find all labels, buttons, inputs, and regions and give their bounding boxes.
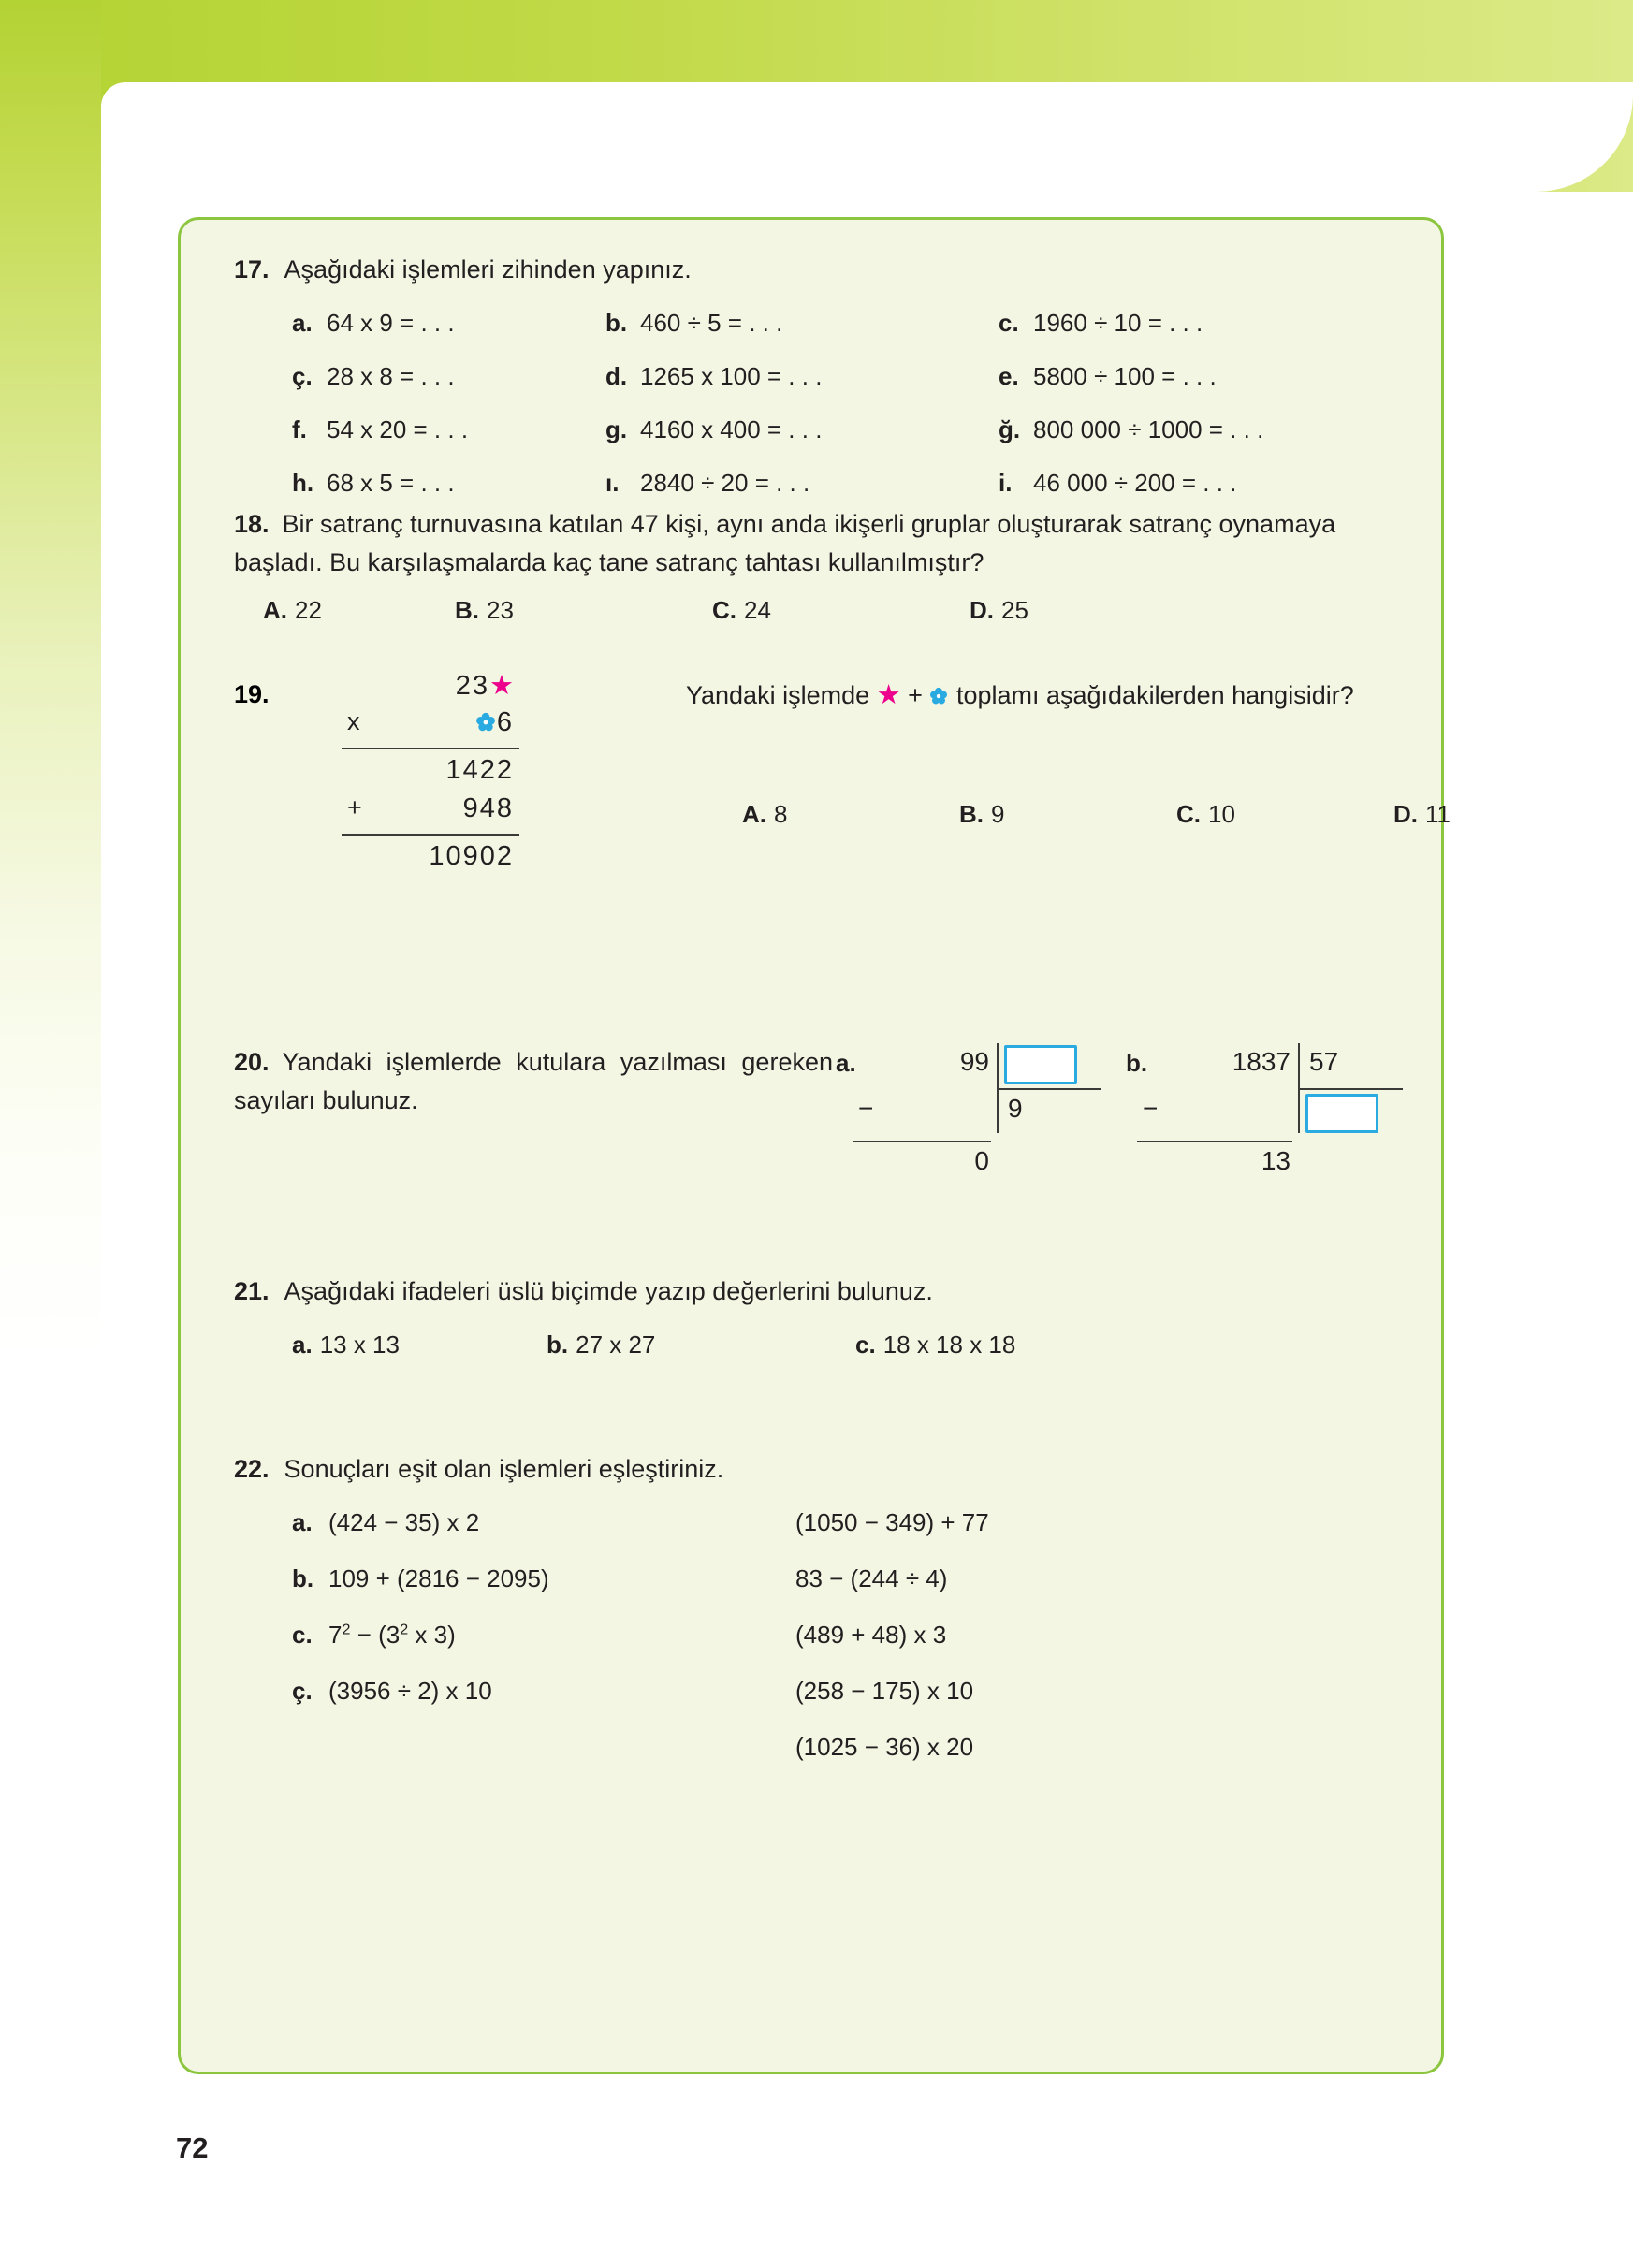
- q19-option-d-value: 11: [1425, 800, 1451, 828]
- q19-total: 10902: [429, 841, 514, 871]
- question-22-number: 22.: [234, 1455, 270, 1483]
- q20-division-b-label: b.: [1126, 1049, 1148, 1077]
- q22-left-item-b[interactable]: [292, 1564, 549, 1621]
- q18-option-c[interactable]: [712, 596, 970, 625]
- q19-calc-row-multiplier: [342, 707, 519, 746]
- q18-option-c-value: 24: [744, 596, 771, 624]
- question-17-heading: [234, 255, 1413, 284]
- q20-division-b-quotient-box[interactable]: [1305, 1094, 1378, 1133]
- q22-right-item-1[interactable]: [795, 1508, 989, 1564]
- q17-item-f-expr: 54 x 20 = . . .: [327, 415, 469, 443]
- q20-division-b-vbar-lower: [1298, 1088, 1300, 1133]
- q22-left-item-c-label: c.: [292, 1621, 313, 1649]
- q20-division-b-dividend: 1837: [1232, 1047, 1290, 1076]
- q22-right-item-2-expr: 83 − (244 ÷ 4): [795, 1564, 948, 1592]
- question-17-items: [292, 309, 1413, 498]
- q20-division-b-sum-rule: [1137, 1141, 1292, 1142]
- q17-item-h: [292, 469, 605, 498]
- q22-left-item-c[interactable]: [292, 1621, 549, 1677]
- q21-item-b-label: b.: [547, 1330, 569, 1359]
- question-17-number: 17.: [234, 255, 270, 284]
- q21-item-a-label: a.: [292, 1330, 313, 1359]
- q18-option-b-label: B.: [455, 596, 479, 624]
- page-left-decoration: [0, 0, 101, 2268]
- star-icon: ★: [489, 671, 514, 701]
- question-19-prompt: [686, 678, 1354, 712]
- q19-option-d[interactable]: [1393, 800, 1571, 829]
- question-22: [234, 1455, 1441, 1770]
- q17-item-i-label: i.: [999, 469, 1013, 497]
- question-22-left-column: [292, 1508, 549, 1733]
- question-21-heading: [234, 1277, 1413, 1306]
- question-20-number: 20.: [234, 1048, 270, 1076]
- q18-option-c-label: C.: [712, 596, 736, 624]
- q19-option-c[interactable]: [1176, 800, 1393, 829]
- q19-option-a-label: A.: [742, 800, 766, 828]
- q17-item-e-label: e.: [999, 362, 1019, 390]
- q17-item-ch-label: ç.: [292, 362, 313, 390]
- q18-option-d-value: 25: [1001, 596, 1028, 624]
- q18-option-d[interactable]: [970, 596, 1213, 625]
- q18-option-b-value: 23: [487, 596, 514, 624]
- q22-right-item-3-expr: (489 + 48) x 3: [795, 1621, 947, 1649]
- q18-option-a-label: A.: [263, 596, 287, 624]
- question-22-heading: [234, 1455, 1441, 1484]
- q22-left-item-b-expr: 109 + (2816 − 2095): [328, 1564, 549, 1592]
- q18-option-a-value: 22: [295, 596, 322, 624]
- page-number: 72: [176, 2131, 209, 2164]
- q21-item-a: [292, 1330, 547, 1359]
- q19-option-b-value: 9: [991, 800, 1005, 828]
- q21-item-c-label: c.: [855, 1330, 876, 1359]
- q20-division-b-vbar: [1298, 1043, 1300, 1088]
- q19-option-d-label: D.: [1393, 800, 1418, 828]
- q17-item-a: [292, 309, 605, 338]
- q20-division-a-remainder: 0: [974, 1146, 989, 1175]
- q17-item-gh-expr: 800 000 ÷ 1000 = . . .: [1033, 415, 1264, 443]
- q17-item-d-label: d.: [605, 362, 628, 390]
- question-18-text-block: [181, 505, 1447, 581]
- flower-icon-inline: [929, 683, 948, 712]
- q22-right-item-3[interactable]: [795, 1621, 989, 1677]
- q19-calc-row-multiplicand: [342, 669, 519, 707]
- q17-item-d-expr: 1265 x 100 = . . .: [640, 362, 823, 390]
- question-19: [181, 669, 1451, 950]
- question-18: [181, 505, 1447, 625]
- q22-left-item-ch-expr: (3956 ÷ 2) x 10: [328, 1677, 492, 1705]
- flower-icon: [475, 709, 496, 740]
- q17-item-a-label: a.: [292, 309, 313, 337]
- q17-item-d: [605, 362, 999, 391]
- q19-calc-row-partial-2: [342, 793, 519, 832]
- q19-rule-1: [342, 748, 519, 749]
- question-20-text: Yandaki işlemlerde kutulara yazılması gereken sayıları bulunuz.: [234, 1048, 833, 1114]
- q19-add-operator: +: [347, 793, 362, 821]
- question-17: [234, 255, 1413, 498]
- q22-right-item-5[interactable]: [795, 1733, 989, 1789]
- q17-item-f: [292, 415, 605, 444]
- q19-option-c-value: 10: [1208, 800, 1235, 828]
- question-19-number: 19.: [234, 680, 270, 708]
- q20-division-b-divisor: 57: [1309, 1047, 1339, 1076]
- q17-item-ch: [292, 362, 605, 391]
- q17-item-i-dotless-label: ı.: [605, 469, 620, 497]
- q20-division-a-quotient: 9: [1008, 1094, 1023, 1123]
- q19-partial-2: 948: [462, 793, 514, 823]
- question-18-number: 18.: [234, 510, 270, 538]
- q22-left-item-c-expr: $7^2 - (3^2$ x 3): [328, 1621, 456, 1649]
- q17-item-h-expr: 68 x 5 = . . .: [327, 469, 455, 497]
- q22-left-item-ch[interactable]: [292, 1677, 549, 1733]
- q17-item-ch-expr: 28 x 8 = . . .: [327, 362, 455, 390]
- q20-division-b-minus: −: [1143, 1094, 1159, 1123]
- q17-item-e: [999, 362, 1392, 391]
- q17-item-i-dotless: [605, 469, 999, 498]
- q20-division-a-label: a.: [836, 1049, 856, 1077]
- q22-right-item-1-expr: (1050 − 349) + 77: [795, 1508, 989, 1536]
- q17-item-i-expr: 46 000 ÷ 200 = . . .: [1033, 469, 1237, 497]
- q20-division-b-remainder: 13: [1261, 1146, 1290, 1175]
- q22-right-item-5-expr: (1025 − 36) x 20: [795, 1733, 974, 1761]
- q21-item-a-expr: 13 x 13: [319, 1330, 400, 1359]
- question-20-division-a: [836, 1043, 1098, 1212]
- q17-item-gh: [999, 415, 1392, 444]
- q19-partial-1: 1422: [445, 755, 514, 785]
- q20-division-a-sum-rule: [853, 1141, 991, 1142]
- q22-right-item-2[interactable]: [795, 1564, 989, 1621]
- question-21-prompt: Aşağıdaki ifadeleri üslü biçimde yazıp değerlerini bulunuz.: [284, 1277, 933, 1305]
- q18-option-b[interactable]: [455, 596, 712, 625]
- q19-option-b[interactable]: [959, 800, 1176, 829]
- q17-item-g-label: g.: [605, 415, 628, 443]
- question-20: [181, 1043, 1447, 1230]
- q19-calc-row-partial-1: [342, 755, 519, 793]
- question-18-text: Bir satranç turnuvasına katılan 47 kişi, aynı anda ikişerli gruplar oluşturarak satranç oynamaya başladı. Bu karşılaşmalarda kaç tane satranç tahtası kullanılmıştır?: [234, 510, 1336, 576]
- q22-left-item-a[interactable]: [292, 1508, 549, 1564]
- q17-item-f-label: f.: [292, 415, 307, 443]
- q19-option-a-value: 8: [774, 800, 788, 828]
- question-21-number: 21.: [234, 1277, 270, 1305]
- q19-calc-row-total: [342, 841, 519, 880]
- q17-item-g: [605, 415, 999, 444]
- q19-prompt-before: Yandaki işlemde: [686, 681, 870, 709]
- q19-option-a[interactable]: [742, 800, 959, 829]
- question-21: [234, 1277, 1413, 1359]
- q17-item-c: [999, 309, 1392, 338]
- q17-item-b-expr: 460 ÷ 5 = . . .: [640, 309, 783, 337]
- question-20-text-block: [234, 1043, 833, 1119]
- q22-left-item-ch-label: ç.: [292, 1677, 313, 1705]
- question-18-options: [263, 596, 1447, 625]
- question-19-options: [742, 800, 1571, 829]
- q22-left-item-b-label: b.: [292, 1564, 314, 1592]
- q17-item-i: [999, 469, 1392, 498]
- q17-item-h-label: h.: [292, 469, 314, 497]
- q17-item-c-label: c.: [999, 309, 1019, 337]
- q21-item-c: [855, 1330, 1192, 1359]
- q19-rule-2: [342, 834, 519, 836]
- q19-multiplicand: 23: [455, 671, 489, 701]
- question-22-right-column: [795, 1508, 989, 1789]
- q18-option-d-label: D.: [970, 596, 994, 624]
- q19-multiply-operator: x: [347, 707, 360, 735]
- q20-division-b-hbar: [1298, 1088, 1403, 1090]
- q19-multiplier: 6: [496, 707, 514, 737]
- q19-prompt-plus: +: [908, 681, 923, 709]
- q19-option-b-label: B.: [959, 800, 984, 828]
- q19-option-c-label: C.: [1176, 800, 1201, 828]
- question-17-prompt: Aşağıdaki işlemleri zihinden yapınız.: [284, 255, 692, 284]
- q22-left-item-a-label: a.: [292, 1508, 313, 1536]
- q17-item-b-label: b.: [605, 309, 628, 337]
- q19-prompt-after: toplamı aşağıdakilerden hangisidir?: [955, 681, 1354, 709]
- exercise-frame: [178, 217, 1451, 2074]
- q17-item-a-expr: 64 x 9 = . . .: [327, 309, 455, 337]
- q22-right-item-4-expr: (258 − 175) x 10: [795, 1677, 974, 1705]
- q18-option-a[interactable]: [263, 596, 455, 625]
- q20-division-a-divisor-box[interactable]: [1004, 1045, 1077, 1084]
- question-21-items: [292, 1330, 1413, 1359]
- q17-item-e-expr: 5800 ÷ 100 = . . .: [1033, 362, 1217, 390]
- q17-item-gh-label: ğ.: [999, 415, 1021, 443]
- q17-item-i-dotless-expr: 2840 ÷ 20 = . . .: [640, 469, 810, 497]
- q21-item-c-expr: 18 x 18 x 18: [882, 1330, 1016, 1359]
- q22-right-item-4[interactable]: [795, 1677, 989, 1733]
- q20-division-a-hbar: [997, 1088, 1101, 1090]
- question-22-columns: [234, 1508, 1441, 1770]
- star-icon-inline: ★: [876, 680, 901, 710]
- q17-item-c-expr: 1960 ÷ 10 = . . .: [1033, 309, 1203, 337]
- q20-division-a-minus: −: [858, 1094, 874, 1123]
- q17-item-g-expr: 4160 x 400 = . . .: [640, 415, 823, 443]
- question-22-prompt: Sonuçları eşit olan işlemleri eşleştiriniz.: [284, 1455, 724, 1483]
- question-19-vertical-calculation: [342, 669, 519, 880]
- q20-division-a-dividend: 99: [959, 1047, 989, 1076]
- question-20-division-b: [1126, 1043, 1397, 1212]
- q17-item-b: [605, 309, 999, 338]
- q21-item-b: [547, 1330, 855, 1359]
- q21-item-b-expr: 27 x 27: [576, 1330, 656, 1359]
- q22-left-item-a-expr: (424 − 35) x 2: [328, 1508, 480, 1536]
